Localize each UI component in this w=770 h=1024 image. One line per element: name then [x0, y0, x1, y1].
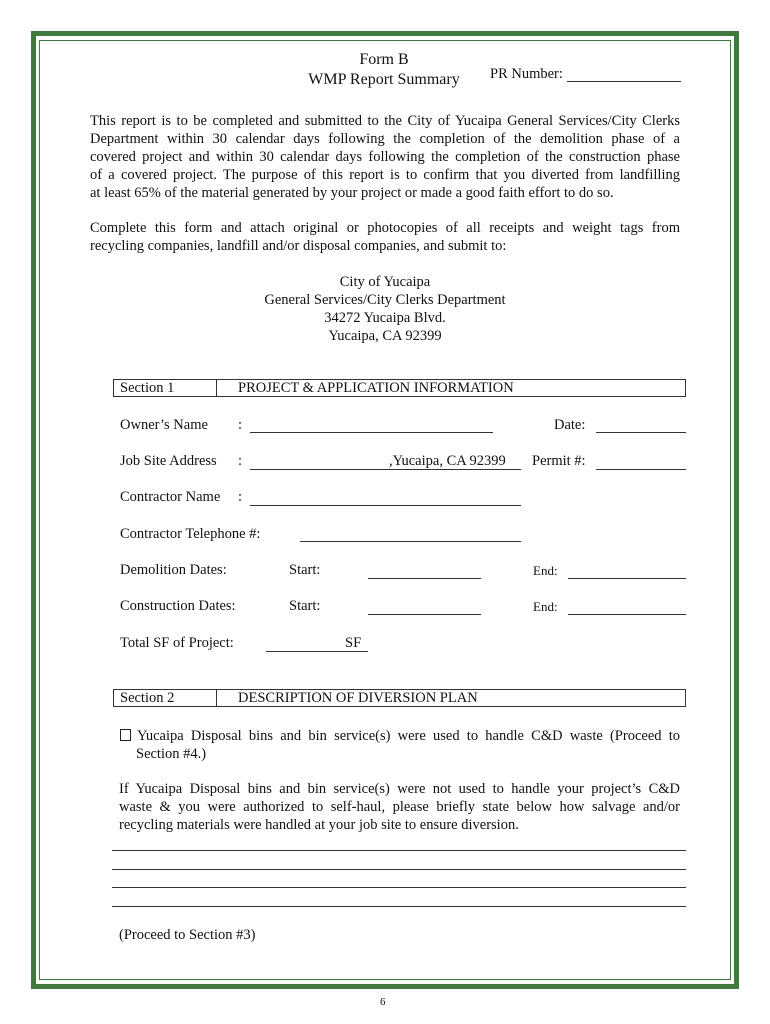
proceed-note: (Proceed to Section #3) — [119, 927, 256, 943]
response-line[interactable] — [112, 869, 686, 870]
section-divider — [216, 690, 217, 706]
address-line: Yucaipa, CA 92399 — [328, 328, 442, 344]
instructions-paragraph — [90, 219, 680, 255]
instructions-line: Complete this form and attach original or photocopies of all receipts and weight tags from — [90, 220, 680, 236]
construction-dates-label: Construction Dates: — [120, 598, 236, 614]
disposal-bins-line2: Section #4.) — [136, 746, 207, 762]
address-line: City of Yucaipa — [339, 274, 431, 290]
page-number: 6 — [380, 996, 386, 1008]
permit-field[interactable] — [596, 469, 686, 470]
job-site-city-suffix: ,Yucaipa, CA 92399 — [389, 453, 506, 469]
section1-title: PROJECT & APPLICATION INFORMATION — [238, 380, 514, 396]
self-haul-line: If Yucaipa Disposal bins and bin service(s) were not used to handle your project’s C&D — [119, 781, 680, 797]
self-haul-line: recycling materials were handled at your job site to ensure diversion. — [119, 817, 519, 833]
section2-title: DESCRIPTION OF DIVERSION PLAN — [238, 690, 478, 706]
intro-line: covered project and within 30 calendar days following the completion of the construction phase — [90, 149, 680, 165]
form-subtitle: WMP Report Summary — [308, 71, 460, 88]
owner-name-field[interactable] — [250, 432, 493, 433]
colon: : — [238, 489, 243, 505]
date-label: Date: — [554, 417, 586, 433]
intro-line: This report is to be completed and submitted to the City of Yucaipa General Services/City Clerks — [90, 113, 680, 129]
demolition-start-label: Start: — [289, 562, 321, 578]
response-line[interactable] — [112, 850, 686, 851]
pr-number-label: PR Number: — [490, 66, 563, 82]
self-haul-line: waste & you were authorized to self-haul, please briefly state below how salvage and/or — [119, 799, 680, 815]
mailing-address — [185, 273, 585, 345]
intro-line: at least 65% of the material generated by your project or made a good faith effort to do so. — [90, 185, 614, 201]
contractor-name-label: Contractor Name — [120, 489, 221, 505]
intro-line: Department within 30 calendar days following the completion of the demolition phase of a — [90, 131, 680, 147]
demolition-end-field[interactable] — [568, 578, 686, 579]
owner-name-label: Owner’s Name — [120, 417, 208, 433]
disposal-bins-text: Yucaipa Disposal bins and bin service(s) were used to handle C&D waste (Proceed to — [137, 728, 680, 744]
intro-line: of a covered project. The purpose of this report is to confirm that you diverted from landfilling — [90, 167, 680, 183]
construction-start-label: Start: — [289, 598, 321, 614]
disposal-bins-option — [120, 727, 680, 763]
form-title: Form B — [359, 51, 409, 68]
address-line: 34272 Yucaipa Blvd. — [324, 310, 446, 326]
construction-end-label: End: — [533, 599, 558, 614]
section1-header — [113, 379, 686, 397]
intro-paragraph — [90, 112, 680, 202]
construction-end-field[interactable] — [568, 614, 686, 615]
response-line[interactable] — [112, 906, 686, 907]
total-sf-label: Total SF of Project: — [120, 635, 234, 651]
colon: : — [238, 417, 243, 433]
date-field[interactable] — [596, 432, 686, 433]
self-haul-paragraph — [119, 780, 680, 834]
permit-label: Permit #: — [532, 453, 586, 469]
disposal-bins-line — [120, 727, 680, 745]
sf-unit: SF — [345, 635, 362, 651]
demolition-dates-label: Demolition Dates: — [120, 562, 227, 578]
disposal-bins-checkbox[interactable] — [120, 729, 131, 741]
section2-header — [113, 689, 686, 707]
demolition-start-field[interactable] — [368, 578, 481, 579]
contractor-phone-label: Contractor Telephone #: — [120, 526, 261, 542]
job-site-label: Job Site Address — [120, 453, 217, 469]
colon: : — [238, 453, 243, 469]
section2-number: Section 2 — [120, 690, 175, 706]
instructions-line: recycling companies, landfill and/or disposal companies, and submit to: — [90, 238, 507, 254]
pr-number-field[interactable] — [567, 81, 681, 82]
construction-start-field[interactable] — [368, 614, 481, 615]
section-divider — [216, 380, 217, 396]
contractor-name-field[interactable] — [250, 505, 521, 506]
response-line[interactable] — [112, 887, 686, 888]
section1-number: Section 1 — [120, 380, 175, 396]
address-line: General Services/City Clerks Department — [264, 292, 506, 308]
demolition-end-label: End: — [533, 563, 558, 578]
contractor-phone-field[interactable] — [300, 541, 521, 542]
